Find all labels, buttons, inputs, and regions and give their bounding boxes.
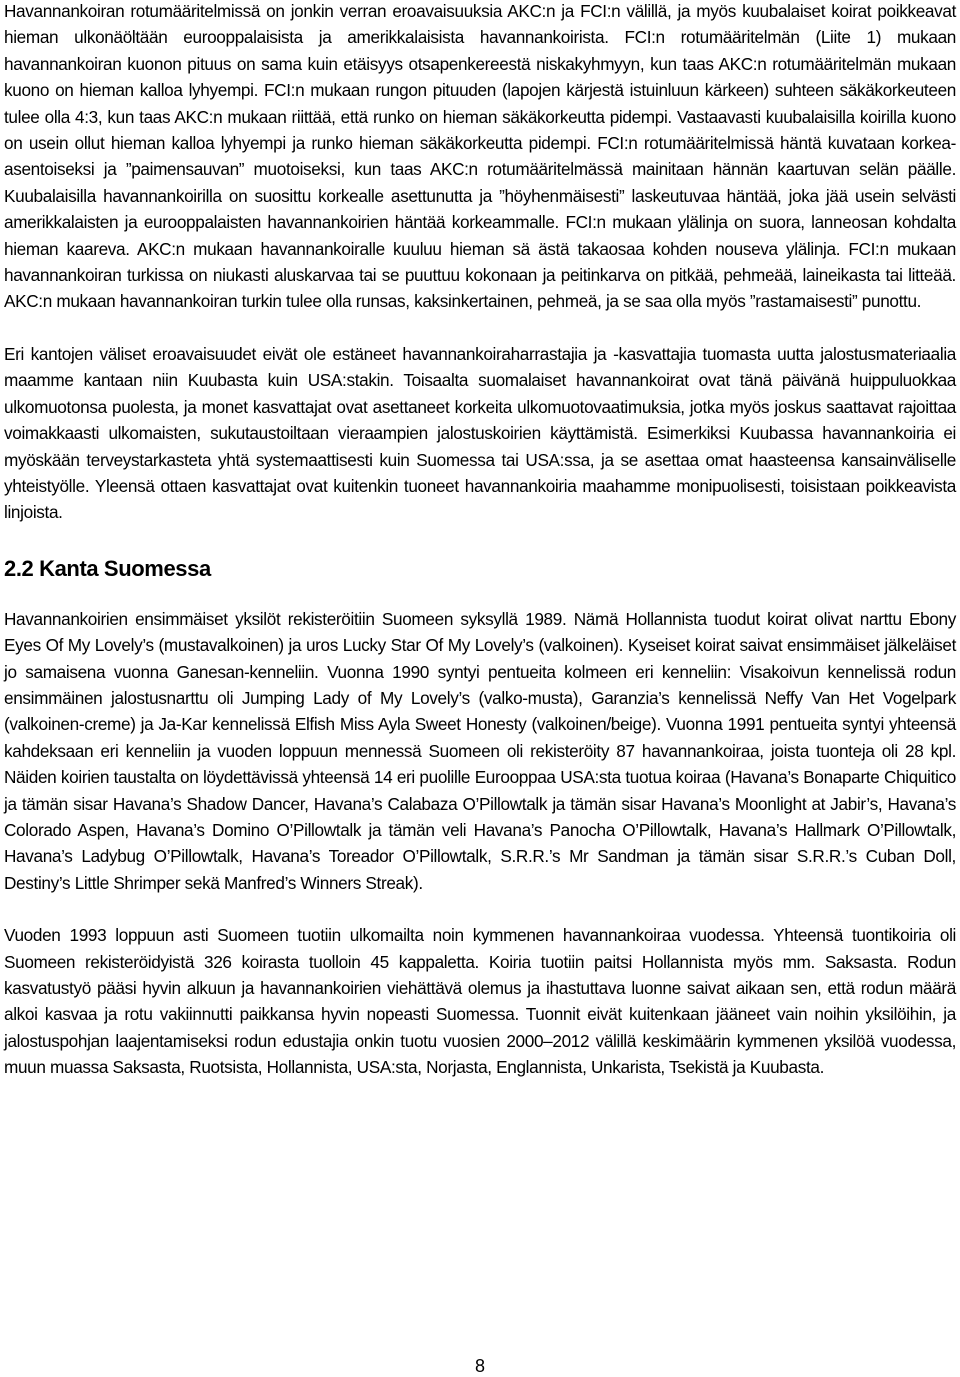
document-page [4, 0, 956, 1081]
paragraph-breeding-material: Eri kantojen väliset eroavaisuudet eivät ole estäneet havannankoiraharrastajia ja -kasvattajia tuomasta uutta jalostusmateriaalia maamme kantaan niin Kuubasta kuin USA:stakin. Toisaalta suomalaiset havannankoirat ovat tänä päivänä huippuluokkaa ulkomuotonsa puolesta, ja monet kasvattajat ovat asettaneet korkeita ulkomuotovaatimuksia, jotka myös joskus saattavat rajoittaa voimakkaasti ulkomaisten, sukutaustoiltaan vieraampien jalostuskoirien käyttämistä. Esimerkiksi Kuubassa havannankoiria ei myöskään terveystarkasteta yhtä systemaattisesti kuin Suomessa tai USA:ssa, ja se asettaa omat haasteensa kansainväliselle yhteistyölle. Yleensä ottaen kasvattajat ovat kuitenkin tuoneet havannankoiria maahamme monipuolisesti, toisistaan poikkeavista linjoista. [4, 343, 956, 523]
paragraph-import-statistics: Vuoden 1993 loppuun asti Suomeen tuotiin ulkomailta noin kymmenen havannankoiraa vuodessa. Yhteensä tuontikoiria oli Suomeen rekisteröidyistä 326 koirasta tuolloin 45 kappaletta. Koiria tuotiin paitsi Hollannista myös mm. Saksasta. Rodun kasvatustyö pääsi hyvin alkuun ja havannankoirien viehättävä olemus ja ihastuttava luonne saivat aikaan sen, että rodun määrä alkoi kasvaa ja rotu vakiinnutti paikkansa hyvin nopeasti Suomessa. Tuonnit eivät kuitenkaan jääneet vain noihin yksilöihin, ja jalostuspohjan laajentamiseksi rodun edustajia onkin tuotu vuosien 2000–2012 välillä keskimäärin kymmenen yksilöä vuodessa, muun muassa Saksasta, Ruotsista, Hollannista, USA:sta, Norjasta, Englannista, Unkarista, Tsekistä ja Kuubasta. [4, 925, 956, 1078]
paragraph-first-imports: Havannankoirien ensimmäiset yksilöt rekisteröitiin Suomeen syksyllä 1989. Nämä Hollannista tuodut koirat olivat narttu Ebony Eyes Of My Lovely’s (mustavalkoinen) ja uros Lucky Star Of My Lovely’s (valkoinen). Kyseiset koirat saivat ensimmäiset jälkeläiset jo samaisena vuonna Ganesan-kenneliin. Vuonna 1990 syntyi pentueita kolmeen eri kenneliin: Visakoivun kennelissä rodun ensimmäinen jalostusnarttu oli Jumping Lady of My Lovely’s (valko-musta), Garanzia’s kennelissä Neffy Van Het Vogelpark (valkoinen-creme) ja Ja-Kar kennelissä Elfish Miss Ayla Sweet Honesty (valkoinen/beige). Vuonna 1991 pentueita syntyi yhteensä kahdeksaan eri kenneliin ja vuoden loppuun mennessä Suomeen oli rekisteröity 87 havannankoiraa, joista tuonteja oli 28 kpl. Näiden koirien taustalta on löydettävissä yhteensä 14 eri puolille Eurooppaa USA:sta tuotua koiraa (Havana’s Bonaparte Chiquitico ja tämän sisar Havana’s Shadow Dancer, Havana’s Calabaza O’Pillowtalk ja tämän sisar Havana’s Moonlight at Jabir’s, Havana’s Colorado Aspen, Havana’s Domino O’Pillowtalk ja tämän veli Havana’s Panocha O’Pillowtalk, Havana’s Hallmark O’Pillowtalk, Havana’s Ladybug O’Pillowtalk, Havana’s Toreador O’Pillowtalk, S.R.R.’s Mr Sandman ja tämän sisar S.R.R.’s Cuban Doll, Destiny’s Little Shrimper sekä Manfred’s Winners Streak). [4, 608, 956, 893]
page-number: 8 [474, 1356, 485, 1376]
paragraph-breed-standard-differences: Havannankoiran rotumääritelmissä on jonkin verran eroavaisuuksia AKC:n ja FCI:n välillä, ja myös kuubalaiset koirat poikkeavat hieman ulkonäöltään eurooppalaisista ja amerikkalaisista havannankoirista. FCI:n rotumääritelmän (Liite 1) mukaan havannankoiran kuonon pituus on sama kuin etäisyys otsapenkereestä niskakyhmyyn, kun taas AKC:n rotumääritelmän mukaan kuono on hieman kalloa lyhyempi. FCI:n mukaan rungon pituuden (lapojen kärjestä istuinluun kärkeen) suhteen säkäkorkeuteen tulee olla 4:3, kun taas AKC:n mukaan riittää, että runko on hieman säkäkorkeutta pidempi. Vastaavasti kuubalaisilla koirilla kuono on usein ollut hieman kalloa lyhyempi ja runko hieman säkäkorkeutta pidempi. FCI:n rotumääritelmissä häntä kuvataan korkea-asentoiseksi ja ”paimensauvan” muotoiseksi, kun taas AKC:n rotumääritelmässä mainitaan hännän kaartuvan selän päälle. Kuubalaisilla havannankoirilla on suosittu korkealle asettunutta ja ”höyhenmäisesti” laskeutuvaa häntää, joka jää usein selvästi amerikkalaisten ja eurooppalaisten havannankoirien häntää korkeammalle. FCI:n mukaan ylälinja on suora, lanneosan kohdalta hieman kaareva. AKC:n mukaan havannankoiralle kuuluu hieman sä ästä takaosaa kohden nouseva ylälinja. FCI:n mukaan havannankoiran turkissa on niukasti aluskarvaa tai se puuttuu kokonaan ja peitinkarva on pitkää, pehmeää, laineikasta tai litteää. AKC:n mukaan havannankoiran turkin tulee olla runsas, kaksinkertainen, pehmeä, ja se saa olla myös ”rastamaisesti” punottu. [4, 1, 956, 312]
section-heading: 2.2 Kanta Suomessa [4, 555, 211, 581]
